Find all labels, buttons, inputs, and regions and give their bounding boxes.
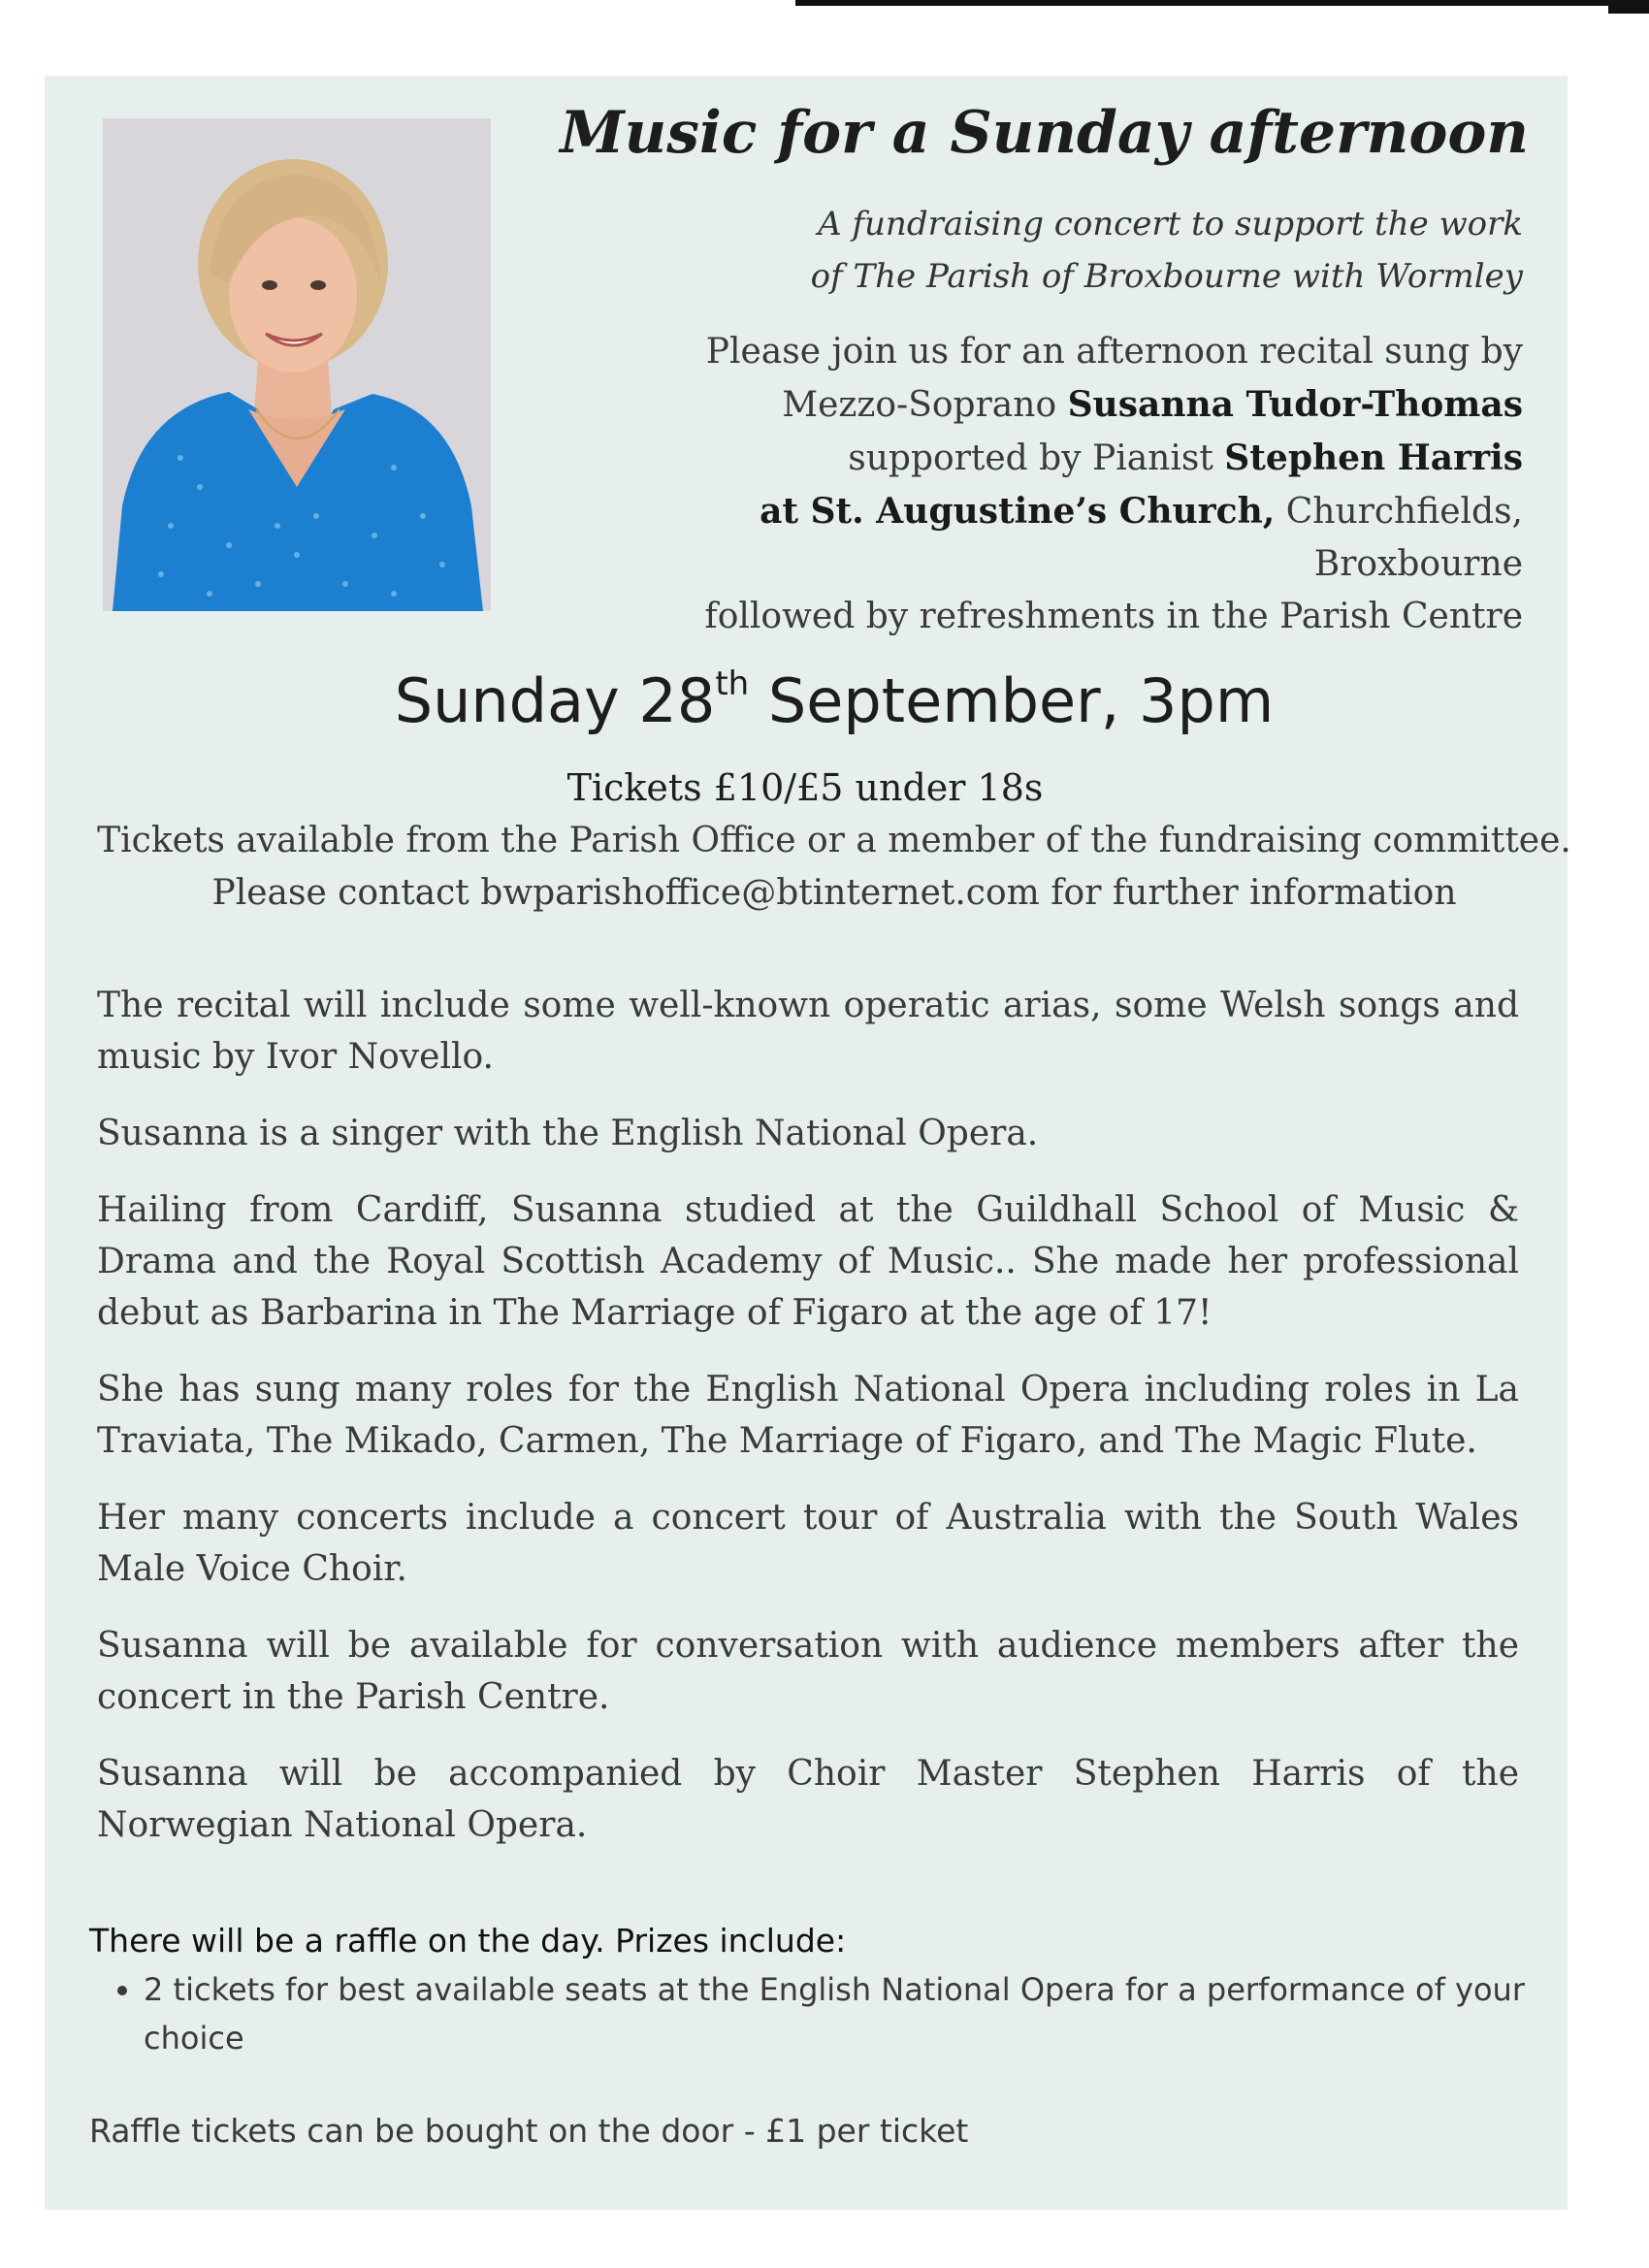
- description-body: [97, 980, 1519, 1876]
- description-paragraph: Susanna is a singer with the English National Opera.: [97, 1114, 1039, 1153]
- scan-edge-mark: [1608, 0, 1649, 14]
- description-paragraph: The recital will include some well-known operatic arias, some Welsh songs and music by Ivor Novello.: [97, 986, 1519, 1077]
- subtitle-line-1: A fundraising concert to support the work: [818, 205, 1523, 243]
- singer-role: Mezzo-Soprano: [782, 385, 1068, 425]
- portrait-illustration: [103, 118, 491, 611]
- description-paragraph: Susanna will be available for conversation with audience members after the concert in the Parish Centre.: [97, 1626, 1519, 1717]
- raffle-prize-list: [89, 1965, 1525, 2062]
- raffle-prize-item: • 2 tickets for best available seats at the English National Opera for a performance of your choice: [144, 1965, 1525, 2062]
- flyer-subtitle: [621, 198, 1523, 303]
- invite-line-2: [543, 378, 1523, 432]
- scan-edge-line: [795, 0, 1649, 6]
- invite-line-5: followed by refreshments in the Parish Centre: [704, 597, 1523, 636]
- event-date-rest: September, 3pm: [749, 665, 1275, 736]
- invite-line-3: [543, 432, 1523, 485]
- pianist-role: supported by Pianist: [848, 438, 1225, 478]
- raffle-section: [89, 1917, 1525, 2062]
- venue-location: Churchfields, Broxbourne: [1275, 492, 1523, 584]
- description-paragraph: She has sung many roles for the English National Opera including roles in La Traviata, The Mikado, Carmen, The Marriage of Figaro, and The Magic Flute.: [97, 1370, 1519, 1461]
- ticket-price: Tickets £10/£5 under 18s: [566, 766, 1044, 809]
- singer-name: Susanna Tudor-Thomas: [1067, 384, 1523, 425]
- venue-name: at St. Augustine’s Church,: [760, 491, 1276, 532]
- raffle-heading: There will be a raffle on the day. Prizes include:: [89, 1922, 847, 1960]
- contact-line: Please contact bwparishoffice@btinternet.com for further information: [211, 873, 1457, 913]
- ticket-availability: Tickets available from the Parish Office or a member of the fundraising committee.: [97, 821, 1571, 860]
- description-paragraph: Susanna will be accompanied by Choir Master Stephen Harris of the Norwegian National Opera.: [97, 1754, 1519, 1845]
- raffle-ticket-note: Raffle tickets can be bought on the door - £1 per ticket: [89, 2112, 969, 2150]
- pianist-name: Stephen Harris: [1224, 437, 1523, 478]
- invite-line-1: Please join us for an afternoon recital sung by: [705, 332, 1523, 372]
- flyer-title: Music for a Sunday afternoon: [560, 99, 1529, 167]
- event-date-day: Sunday 28: [394, 665, 716, 736]
- event-date: [97, 642, 1571, 743]
- invite-line-4: [543, 485, 1523, 591]
- invitation-block: [543, 326, 1523, 643]
- event-date-suffix: th: [715, 664, 750, 703]
- subtitle-line-2: of The Parish of Broxbourne with Wormley: [810, 257, 1523, 296]
- ticket-info: [58, 815, 1610, 920]
- description-paragraph: Her many concerts include a concert tour of Australia with the South Wales Male Voice Choir.: [97, 1498, 1519, 1589]
- description-paragraph: Hailing from Cardiff, Susanna studied at the Guildhall School of Music & Drama and the Royal Scottish Academy of Music.. She made her professional debut as Barbarina in The Marriage of Figaro at the age of 17!: [97, 1190, 1519, 1333]
- portrait-photo: [103, 118, 491, 611]
